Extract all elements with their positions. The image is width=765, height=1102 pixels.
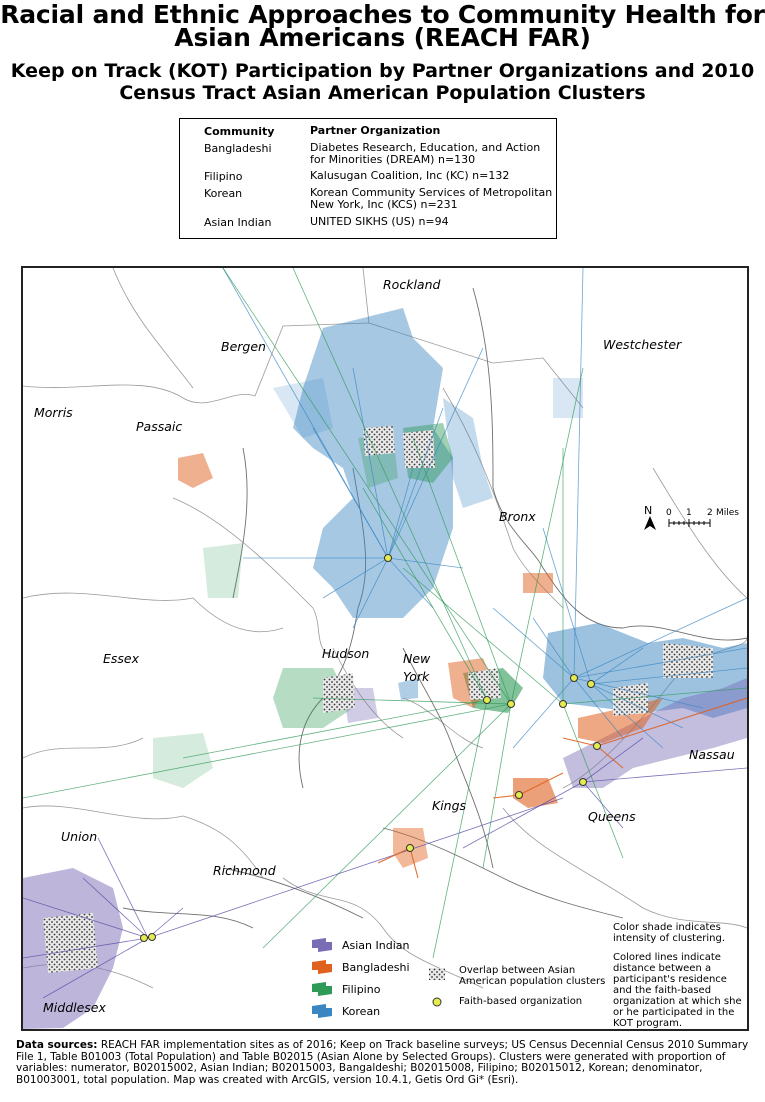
north-label: N (644, 504, 653, 517)
note-colored-lines: Colored lines indicate distance between a participant's residence and the faith-based organization at which she or he participated in the KOT program. (613, 952, 742, 1029)
table-cell-partner: UNITED SIKHS (US) n=94 (310, 215, 449, 228)
swatch-bangladeshi (312, 960, 332, 974)
place-label: New York (403, 651, 431, 684)
swatch-asian-indian (312, 938, 332, 952)
faith-site-marker (149, 934, 156, 941)
swatch-faith (433, 998, 441, 1006)
swatch-korean (312, 1004, 332, 1018)
table-cell-community: Filipino (204, 170, 243, 183)
partner-table (179, 118, 557, 239)
north-arrow-icon (644, 516, 656, 530)
page-subtitle: Keep on Track (KOT) Participation by Partner Organizations and 2010 Census Tract Asian American Population Clusters (10, 60, 755, 104)
legend-label-bangladeshi: Bangladeshi (342, 961, 410, 974)
legend-label-overlap: Overlap between Asian American population clusters (459, 965, 606, 987)
faith-site-marker (141, 935, 148, 942)
table-cell-partner: Kalusugan Coalition, Inc (KC) n=132 (310, 169, 510, 182)
place-label: Morris (34, 405, 73, 420)
faith-site-marker (508, 701, 515, 708)
swatch-overlap (429, 968, 445, 980)
place-label: Rockland (383, 277, 441, 292)
faith-site-marker (516, 792, 523, 799)
table-cell-community: Korean (204, 187, 243, 200)
place-label: Kings (432, 798, 467, 813)
map-canvas (23, 268, 747, 1029)
table-header-partner: Partner Organization (310, 124, 441, 137)
legend-label-korean: Korean (342, 1005, 381, 1018)
legend-label-asian-indian: Asian Indian (342, 939, 410, 952)
scale-tick-label: 2 (707, 508, 713, 518)
scale-tick-label: 1 (686, 508, 692, 518)
sources-text: REACH FAR implementation sites as of 2016; Keep on Track baseline surveys; US Census Decennial Census 2010 Summary File 1, Table B01003 (Total Population) and Table B02015 (Asian Alone by Selected Groups). Clusters were generated with proportion of variables: numerator, B02015002, Asian Indian; B02015003, Bangaldeshi; B02015008, Filipino; B02015012, Korean; denominator, B01003001, total population. Map was created with ArcGIS, version 10.4.1, Getis Ord Gi* (Esri). (16, 1039, 749, 1086)
place-label: Nassau (689, 747, 735, 762)
place-label: Essex (103, 651, 140, 666)
table-cell-community: Bangladeshi (204, 142, 272, 155)
legend-label-faith: Faith-based organization (459, 996, 583, 1007)
place-label: Middlesex (43, 1000, 106, 1015)
table-header-community: Community (204, 125, 275, 138)
table-cell-community: Asian Indian (204, 216, 272, 229)
faith-site-marker (407, 845, 414, 852)
legend-label-filipino: Filipino (342, 983, 381, 996)
faith-site-marker (484, 697, 491, 704)
scale-bar (669, 519, 710, 527)
swatch-filipino (312, 982, 332, 996)
place-label: Bergen (221, 339, 266, 354)
note-color-shade: Color shade indicates intensity of clustering. (613, 922, 726, 944)
faith-site-marker (385, 555, 392, 562)
sources-label: Data sources: (16, 1039, 98, 1051)
place-label: Westchester (603, 337, 682, 352)
data-sources (16, 1040, 751, 1086)
faith-site-marker (588, 681, 595, 688)
faith-site-marker (560, 701, 567, 708)
faith-site-marker (594, 743, 601, 750)
place-label: Hudson (322, 646, 370, 661)
page-title: Racial and Ethnic Approaches to Community Health for Asian Americans (REACH FAR) (0, 0, 765, 52)
table-cell-partner: Korean Community Services of Metropolitan New York, Inc (KCS) n=231 (310, 186, 553, 211)
table-cell-partner: Diabetes Research, Education, and Action for Minorities (DREAM) n=130 (310, 141, 541, 166)
place-label: Queens (588, 809, 636, 824)
scale-unit-label: Miles (716, 508, 739, 518)
scale-tick-label: 0 (666, 508, 672, 518)
place-label: Bronx (499, 509, 536, 524)
place-label: Passaic (136, 419, 183, 434)
faith-site-marker (580, 779, 587, 786)
place-label: Union (61, 829, 98, 844)
map-panel (21, 266, 749, 1031)
faith-site-marker (571, 675, 578, 682)
place-label: Richmond (213, 863, 276, 878)
